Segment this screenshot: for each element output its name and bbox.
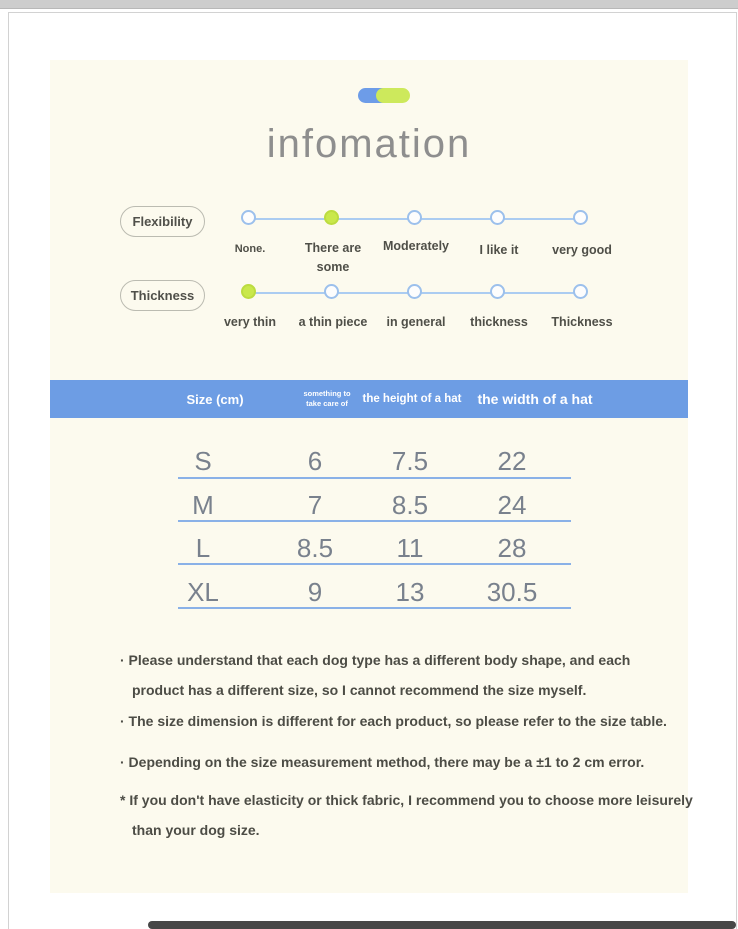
flexibility-option-2: There are some xyxy=(304,241,362,275)
flexibility-option-5: very good xyxy=(552,243,612,257)
thickness-dot-1 xyxy=(241,284,256,299)
flexibility-dot-3 xyxy=(407,210,422,225)
thickness-dot-4 xyxy=(490,284,505,299)
thickness-dot-5 xyxy=(573,284,588,299)
value-cell: 22 xyxy=(497,445,527,476)
top-gray-strip xyxy=(0,0,738,9)
value-cell: 30.5 xyxy=(486,576,538,607)
column-header-hat-width: the width of a hat xyxy=(477,391,593,407)
flexibility-label: Flexibility xyxy=(120,206,205,237)
value-cell: 6 xyxy=(307,445,323,476)
flexibility-dot-2 xyxy=(324,210,339,225)
value-cell: 7.5 xyxy=(391,445,429,476)
value-cell: 24 xyxy=(497,489,527,520)
thickness-option-5: Thickness xyxy=(551,315,613,329)
value-cell: 28 xyxy=(497,532,527,563)
flexibility-dot-1 xyxy=(241,210,256,225)
thickness-option-4: thickness xyxy=(470,315,528,329)
row-underline xyxy=(178,563,571,565)
note-line: · Depending on the size measurement method, there may be a ±1 to 2 cm error. xyxy=(120,754,645,770)
table-row-l xyxy=(50,532,688,564)
row-underline xyxy=(178,607,571,609)
bottom-scrollbar[interactable] xyxy=(148,921,736,929)
flexibility-option-4: I like it xyxy=(479,243,519,257)
table-row-m xyxy=(50,489,688,521)
flexibility-option-1: None. xyxy=(234,243,266,255)
note-line: than your dog size. xyxy=(132,822,260,838)
logo-pill-green-icon xyxy=(376,88,410,103)
flexibility-dot-4 xyxy=(490,210,505,225)
note-measurement-error xyxy=(120,751,644,781)
table-row-s xyxy=(50,445,688,477)
page-title: infomation xyxy=(266,122,472,166)
size-cell: M xyxy=(192,489,214,520)
note-size-dimension xyxy=(120,710,667,740)
value-cell: 8.5 xyxy=(391,489,429,520)
thickness-dot-3 xyxy=(407,284,422,299)
note-body-shape xyxy=(120,649,630,709)
brand-logo xyxy=(358,88,410,103)
note-line: · Please understand that each dog type has a different body shape, and each xyxy=(120,652,631,668)
thickness-dot-2 xyxy=(324,284,339,299)
value-cell: 7 xyxy=(307,489,323,520)
row-underline xyxy=(178,520,571,522)
row-underline xyxy=(178,477,571,479)
value-cell: 11 xyxy=(396,532,424,563)
size-cell: L xyxy=(195,532,211,563)
value-cell: 13 xyxy=(395,576,425,607)
thickness-option-3: in general xyxy=(386,315,446,329)
column-header-hat-height: the height of a hat xyxy=(362,393,462,405)
note-line: * If you don't have elasticity or thick fabric, I recommend you to choose more leisurely xyxy=(120,792,693,808)
note-line: product has a different size, so I cannot recommend the size myself. xyxy=(132,682,587,698)
size-cell: S xyxy=(194,445,212,476)
flexibility-option-3: Moderately xyxy=(383,239,449,253)
flexibility-dot-5 xyxy=(573,210,588,225)
value-cell: 9 xyxy=(307,576,323,607)
value-cell: 8.5 xyxy=(296,532,334,563)
product-info-card xyxy=(50,60,693,893)
thickness-option-1: very thin xyxy=(223,315,277,329)
table-row-xl xyxy=(50,576,688,608)
thickness-label: Thickness xyxy=(120,280,205,311)
thickness-option-2: a thin piece xyxy=(298,315,368,329)
note-line: · The size dimension is different for each product, so please refer to the size table. xyxy=(120,713,667,729)
size-table-header xyxy=(50,380,688,418)
column-header-size: Size (cm) xyxy=(186,391,244,407)
note-elasticity xyxy=(120,789,693,849)
size-cell: XL xyxy=(187,576,219,607)
column-header-care: something to take care of xyxy=(303,388,351,408)
